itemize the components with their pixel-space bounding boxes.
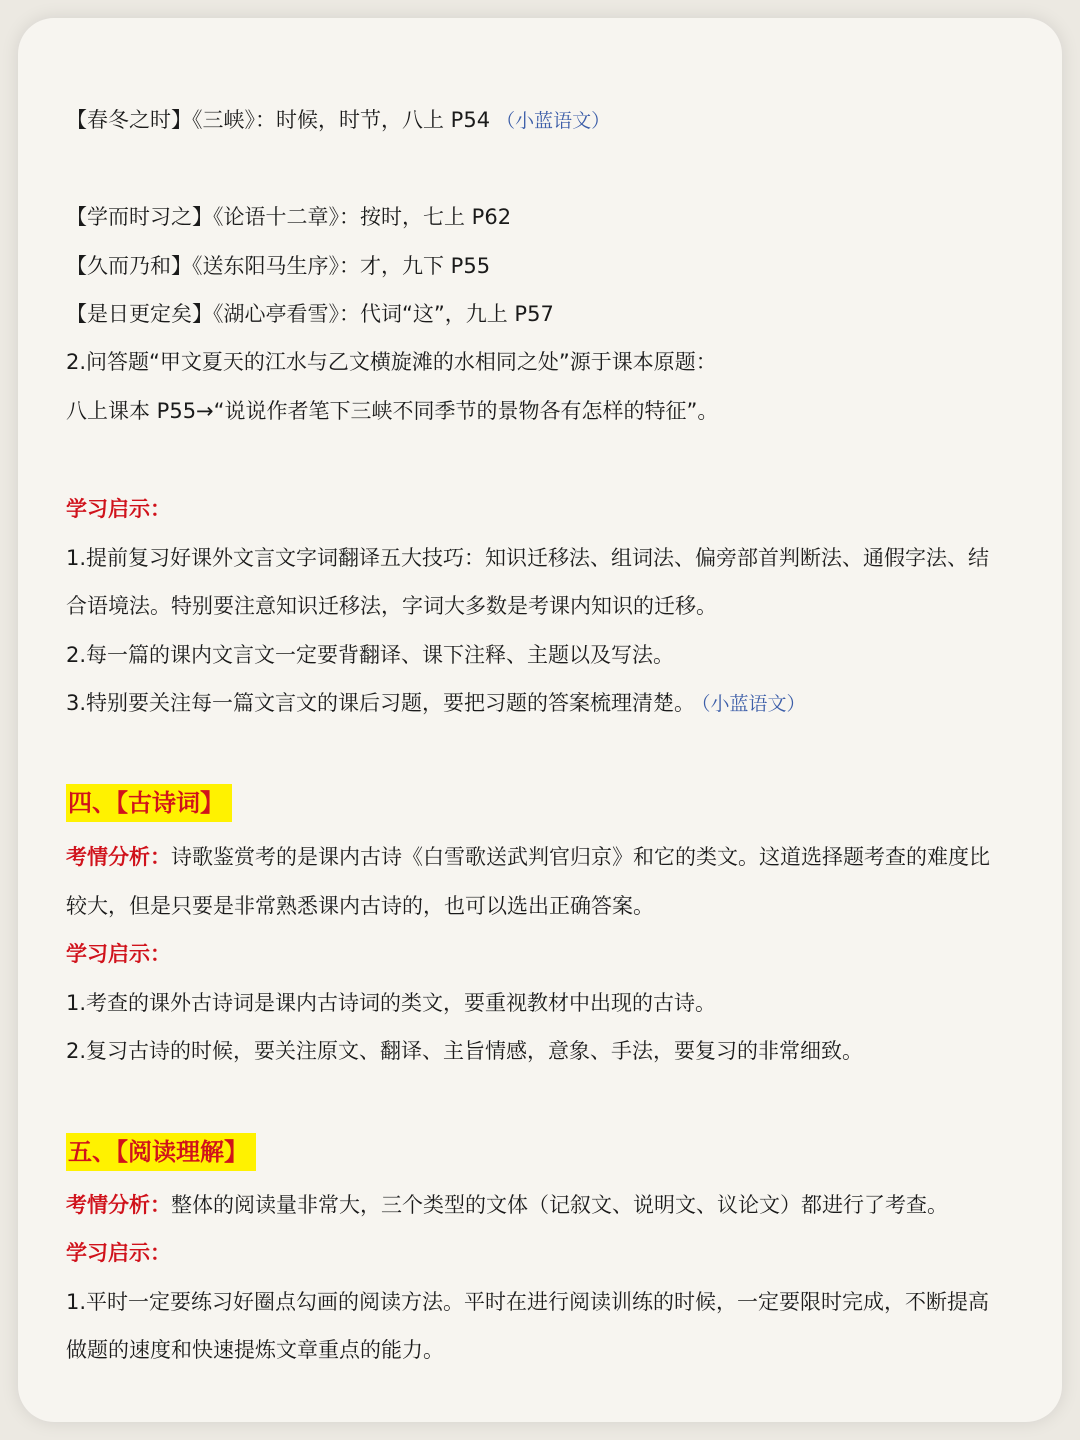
section3-tips-label: 学习启示： bbox=[66, 497, 171, 521]
section5-heading: 五、【阅读理解】 bbox=[66, 1133, 256, 1171]
section4-analysis-a bbox=[66, 842, 990, 872]
section3-tip-1a: 1.提前复习好课外文言文字词翻译五大技巧：知识迁移法、组词法、偏旁部首判断法、通假字法、结 bbox=[66, 546, 990, 570]
tip-text: 3.特别要关注每一篇文言文的课后习题，要把习题的答案梳理清楚。 bbox=[66, 691, 696, 715]
section4-tip-1: 1.考查的课外古诗词是课内古诗词的类文，要重视教材中出现的古诗。 bbox=[66, 991, 717, 1015]
section5-tips-label: 学习启示： bbox=[66, 1241, 171, 1265]
section3-tip-2: 2.每一篇的课内文言文一定要背翻译、课下注释、主题以及写法。 bbox=[66, 643, 675, 667]
vocab-line-3: 【久而乃和】《送东阳马生序》：才，九下 P55 bbox=[66, 254, 491, 278]
section5-tip-1a: 1.平时一定要练习好圈点勾画的阅读方法。平时在进行阅读训练的时候，一定要限时完成，不断提高 bbox=[66, 1290, 990, 1314]
vocab-text: 【春冬之时】《三峡》：时候，时节，八上 P54 bbox=[66, 108, 491, 132]
section5-tip-1b: 做题的速度和快速提炼文章重点的能力。 bbox=[66, 1338, 444, 1362]
analysis-label: 考情分析： bbox=[66, 845, 171, 869]
qa-line-2: 八上课本 P55→“说说作者笔下三峡不同季节的景物各有怎样的特征”。 bbox=[66, 399, 719, 423]
source-note: （小蓝语文） bbox=[701, 693, 806, 715]
qa-line-1: 2.问答题“甲文夏天的江水与乙文横旋滩的水相同之处”源于课本原题： bbox=[66, 350, 717, 374]
section4-tip-2: 2.复习古诗的时候，要关注原文、翻译、主旨情感，意象、手法，要复习的非常细致。 bbox=[66, 1039, 864, 1063]
vocab-line-2: 【学而时习之】《论语十二章》：按时，七上 P62 bbox=[66, 205, 512, 229]
section4-heading: 四、【古诗词】 bbox=[66, 784, 232, 822]
vocab-line-4: 【是日更定矣】《湖心亭看雪》：代词“这”，九上 P57 bbox=[66, 302, 554, 326]
section5-analysis bbox=[66, 1190, 948, 1220]
analysis-label: 考情分析： bbox=[66, 1193, 171, 1217]
vocab-line-1 bbox=[66, 105, 610, 136]
section4-analysis-b: 较大，但是只要是非常熟悉课内古诗的，也可以选出正确答案。 bbox=[66, 894, 654, 918]
section4-tips-label: 学习启示： bbox=[66, 942, 171, 966]
source-note: （小蓝语文） bbox=[496, 110, 611, 132]
analysis-text: 整体的阅读量非常大，三个类型的文体（记叙文、说明文、议论文）都进行了考查。 bbox=[171, 1193, 948, 1217]
analysis-text: 诗歌鉴赏考的是课内古诗《白雪歌送武判官归京》和它的类文。这道选择题考查的难度比 bbox=[171, 845, 990, 869]
section3-tip-3 bbox=[66, 688, 806, 719]
section3-tip-1b: 合语境法。特别要注意知识迁移法，字词大多数是考课内知识的迁移。 bbox=[66, 594, 717, 618]
